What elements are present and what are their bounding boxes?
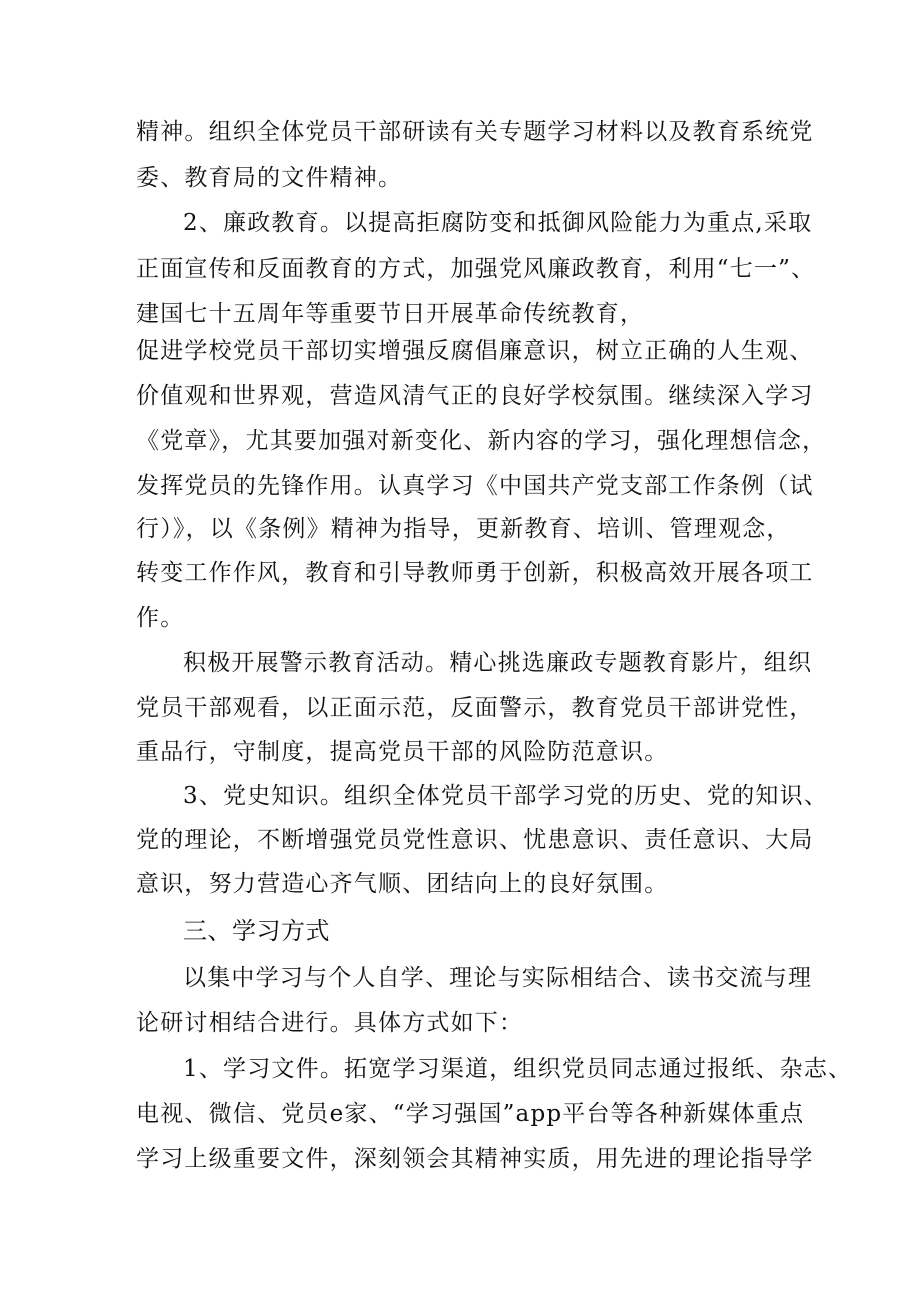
paragraph-line: 重品行，守制度，提高党员干部的风险防范意识。 — [136, 739, 669, 765]
paragraph-line: 发挥党员的先锋作用。认真学习《中国共产党支部工作条例（试 — [136, 473, 814, 499]
paragraph-line: 积极开展警示教育活动。精心挑选廉政专题教育影片，组织 — [183, 650, 813, 676]
paragraph-line: 行）》，以《条例》精神为指导，更新教育、培训、管理观念， — [136, 516, 791, 542]
paragraph-line: 3、党史知识。组织全体党员干部学习党的历史、党的知识、 — [183, 783, 829, 809]
paragraph-line: 正面宣传和反面教育的方式，加强党风廉政教育，利用“七一”、 — [136, 256, 816, 282]
paragraph-line: 党员干部观看，以正面示范，反面警示，教育党员干部讲党性， — [136, 695, 814, 721]
paragraph-line: 价值观和世界观，营造风清气正的良好学校氛围。继续深入学习 — [136, 383, 814, 409]
paragraph-line: 2、廉政教育。以提高拒腐防变和抵御风险能力为重点,采取 — [183, 210, 813, 236]
section-heading: 三、学习方式 — [183, 917, 330, 945]
paragraph-line: 转变工作作风，教育和引导教师勇于创新，积极高效开展各项工 — [136, 560, 814, 586]
paragraph-line: 论研讨相结合进行。具体方式如下： — [136, 1010, 524, 1036]
paragraph-line: 委、教育局的文件精神。 — [136, 165, 403, 191]
paragraph-line: 学习上级重要文件，深刻领会其精神实质，用先进的理论指导学 — [136, 1146, 814, 1172]
paragraph-line: 党的理论，不断增强党员党性意识、忧患意识、责任意识、大局 — [136, 827, 814, 853]
paragraph-line: 电视、微信、党员e家、“学习强国”app平台等各种新媒体重点 — [136, 1101, 805, 1127]
paragraph-line: 意识，努力营造心齐气顺、团结向上的良好氛围。 — [136, 871, 669, 897]
paragraph-line: 《党章》，尤其要加强对新变化、新内容的学习，强化理想信念， — [136, 428, 827, 454]
paragraph-line: 作。 — [136, 605, 185, 631]
paragraph-line: 建国七十五周年等重要节日开展革命传统教育， — [136, 301, 645, 327]
paragraph-line: 以集中学习与个人自学、理论与实际相结合、读书交流与理 — [183, 965, 813, 991]
paragraph-line: 精神。组织全体党员干部研读有关专题学习材料以及教育系统党 — [136, 119, 814, 145]
paragraph-line: 促进学校党员干部切实增强反腐倡廉意识，树立正确的人生观、 — [136, 338, 814, 364]
paragraph-line: 1、学习文件。拓宽学习渠道，组织党员同志通过报纸、杂志、 — [183, 1056, 853, 1082]
